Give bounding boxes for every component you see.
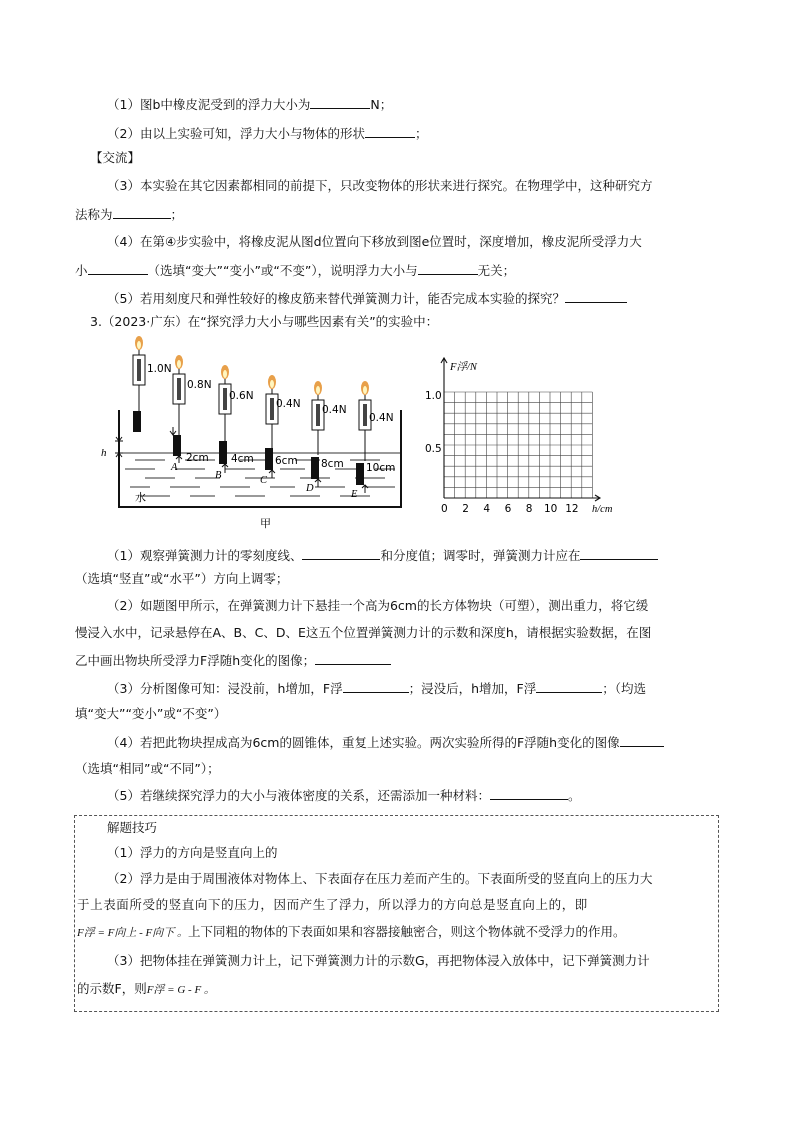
label-C: C [260, 475, 268, 486]
figure-caption: 甲 [260, 517, 271, 530]
tips-title: 解题技巧 [107, 820, 158, 835]
depth-B: 4cm [231, 453, 254, 465]
q3-part2-line3: 乙中画出物块所受浮力F浮随h变化的图像； [0, 651, 794, 670]
tips-line-4: F浮 = F向上 - F向下 。上下同粗的物体的下表面如果和容器接触密合，则这个物体就不受浮力的作用。 [77, 924, 626, 939]
q3-title: 3.（2023·广东）在“探究浮力大小与哪些因素有关”的实验中： [90, 314, 439, 329]
answer-blank[interactable] [418, 261, 478, 275]
answer-blank[interactable] [302, 546, 380, 560]
answer-blank[interactable] [315, 651, 391, 665]
water-label: 水 [135, 491, 146, 504]
q3-part4-line2: （选填“相同”或“不同”）； [75, 761, 220, 776]
q2-part5: （5）若用刻度尺和弹性较好的橡皮筋来替代弹簧测力计，能否完成本实验的探究？ [0, 289, 794, 308]
tips-line-2: （2）浮力是由于周围液体对物体上、下表面存在压力差而产生的。下表面所受的竖直向上的压力大 [107, 871, 653, 886]
spring-scale-A [170, 355, 185, 463]
q2-part4-line2: 小 （选填“变大”“变小”或“不变”），说明浮力大小与 无关； [75, 263, 516, 278]
answer-blank[interactable] [490, 786, 568, 800]
label-E: E [351, 489, 358, 500]
reading-0: 1.0N [147, 363, 172, 375]
q2-part3-line1: （3）本实验在其它因素都相同的前提下，只改变物体的形状来进行探究。在物理学中，这种研究方 [107, 178, 653, 193]
q2-part2: （2）由以上实验可知，浮力大小与物体的形状 ； [107, 126, 428, 141]
x-ticks [441, 503, 579, 515]
q2-part4-line1: （4）在第④步实验中，将橡皮泥从图d位置向下移放到图e位置时，深度增加，橡皮泥所受浮力大 [107, 234, 642, 249]
q3-part2-line1: （2）如题图甲所示，在弹簧测力计下悬挂一个高为6cm的长方体物块（可塑），测出重力，将它缓 [107, 598, 649, 613]
x-tick-label: 8 [525, 503, 533, 515]
reading-D: 0.4N [322, 404, 347, 416]
graph-axes [441, 358, 600, 501]
answer-blank[interactable] [365, 124, 415, 138]
tips-line-6: 的示数F，则F浮 = G - F 。 [77, 981, 215, 996]
tips-line-3: 于上表面所受的竖直向下的压力，因而产生了浮力，所以浮力的方向总是竖直向上的，即 [77, 897, 588, 912]
spring-scale-1 [133, 336, 145, 432]
q3-part4-line1: （4）若把此物块捏成高为6cm的圆锥体，重复上述实验。两次实验所得的F浮随h变化的图像 [0, 733, 794, 752]
depth-C: 6cm [275, 455, 298, 467]
x-tick-label: 0 [441, 503, 448, 515]
q2-part1: （1）图b中橡皮泥受到的浮力大小为 N； [107, 97, 393, 112]
h-label: h [101, 447, 107, 459]
answer-blank[interactable] [88, 261, 148, 275]
label-D: D [306, 483, 314, 494]
q3-part1-line1: （1）观察弹簧测力计的零刻度线、 和分度值；调零时，弹簧测力计应在 [0, 546, 794, 565]
reading-A: 0.8N [187, 379, 212, 391]
tips-line-1: （1）浮力的方向是竖直向上的 [107, 845, 278, 860]
x-tick-label: 2 [462, 503, 469, 515]
graph-grid [444, 392, 592, 498]
tips-box [74, 815, 719, 1012]
y-tick-0.5: 0.5 [425, 443, 442, 455]
label-A: A [171, 462, 178, 473]
x-tick-label: 4 [483, 503, 491, 515]
x-axis-label: h/cm [592, 504, 613, 515]
answer-blank[interactable] [620, 733, 664, 747]
section-heading-exchange: 【交流】 [90, 150, 141, 165]
q2-part3-line2: 法称为 ； [75, 207, 184, 222]
x-tick-label: 10 [544, 503, 558, 515]
buoyancy-formula-1: F浮 = F向上 - F向下 。 [77, 927, 188, 939]
y-tick-1.0: 1.0 [425, 390, 442, 402]
reading-E: 0.4N [369, 412, 394, 424]
q3-part2-line2: 慢浸入水中，记录悬停在A、B、C、D、E这五个位置弹簧测力计的示数和深度h，请根据实验数据，在图 [75, 625, 652, 640]
y-axis-label: F浮/N [450, 362, 477, 373]
reading-B: 0.6N [229, 390, 254, 402]
q3-part5: （5）若继续探究浮力的大小与液体密度的关系，还需添加一种材料： 。 [107, 788, 581, 803]
x-tick-label: 12 [565, 503, 579, 515]
depth-E: 10cm [366, 462, 396, 474]
answer-blank[interactable] [565, 289, 627, 303]
label-B: B [215, 470, 222, 481]
depth-D: 8cm [321, 458, 344, 470]
answer-blank[interactable] [343, 679, 409, 693]
answer-blank[interactable] [580, 546, 658, 560]
buoyancy-formula-2: F浮 = G - F 。 [146, 984, 215, 996]
answer-blank[interactable] [536, 679, 602, 693]
answer-blank[interactable] [310, 95, 370, 109]
x-tick-label: 6 [504, 503, 512, 515]
tips-line-5: （3）把物体挂在弹簧测力计上，记下弹簧测力计的示数G，再把物体浸入放体中，记下弹簧测力计 [107, 953, 650, 968]
q3-part3-line2: 填“变大”“变小”或“不变”） [75, 706, 227, 721]
q3-part3-line1: （3）分析图像可知：浸没前，h增加，F浮 ；浸没后，h增加，F浮 ；（均选 [107, 681, 646, 696]
depth-A: 2cm [186, 452, 209, 464]
q3-part1-line2: （选填“竖直”或“水平”）方向上调零； [75, 571, 289, 586]
experiment-figure [95, 335, 415, 535]
answer-graph[interactable] [420, 350, 630, 520]
reading-C: 0.4N [276, 398, 301, 410]
answer-blank[interactable] [113, 205, 171, 219]
